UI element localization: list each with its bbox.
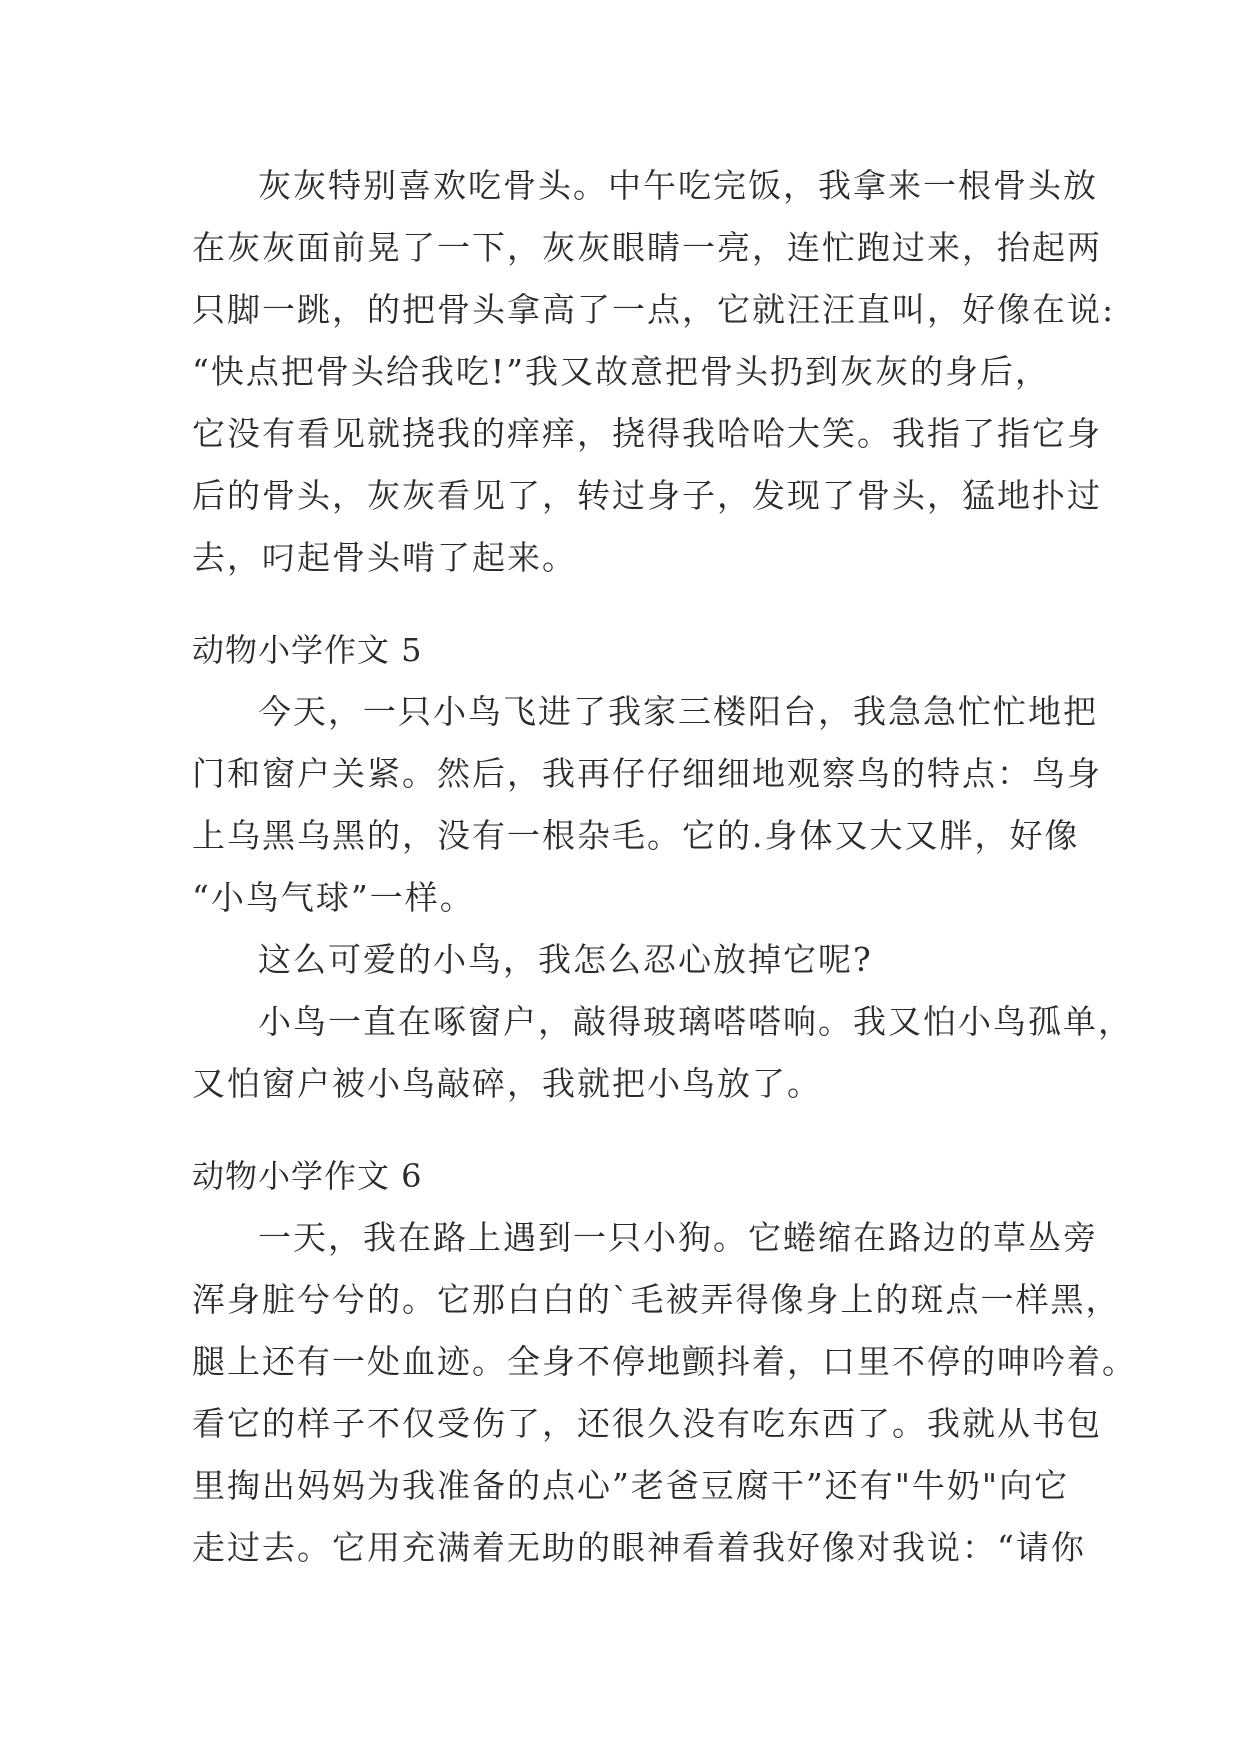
paragraph-line: 又怕窗户被小鸟敲碎，我就把小鸟放了。	[192, 1064, 822, 1103]
paragraph-line: 后的骨头，灰灰看见了，转过身子，发现了骨头，猛地扑过	[192, 476, 1102, 515]
paragraph-line: 它没有看见就挠我的痒痒，挠得我哈哈大笑。我指了指它身	[192, 414, 1102, 453]
paragraph-line: 门和窗户关紧。然后，我再仔仔细细地观察鸟的特点：鸟身	[192, 754, 1102, 793]
section-heading: 动物小学作文 6	[192, 1157, 423, 1195]
paragraph-line: 这么可爱的小鸟，我怎么忍心放掉它呢?	[258, 940, 873, 979]
paragraph-line: 一天，我在路上遇到一只小狗。它蜷缩在路边的草丛旁	[258, 1218, 1098, 1257]
paragraph-line: 灰灰特别喜欢吃骨头。中午吃完饭，我拿来一根骨头放	[258, 166, 1098, 205]
paragraph-line: 去，叼起骨头啃了起来。	[192, 538, 577, 577]
paragraph-line: “快点把骨头给我吃!”我又故意把骨头扔到灰灰的身后，	[192, 352, 1051, 391]
paragraph-line: 腿上还有一处血迹。全身不停地颤抖着，口里不停的呻吟着。	[192, 1342, 1137, 1381]
paragraph-line: “小鸟气球”一样。	[192, 878, 475, 917]
paragraph-line: 里掏出妈妈为我准备的点心”老爸豆腐干”还有"牛奶"向它	[192, 1466, 1070, 1505]
paragraph-line: 上乌黑乌黑的，没有一根杂毛。它的.身体又大又胖，好像	[192, 816, 1080, 855]
paragraph-line: 在灰灰面前晃了一下，灰灰眼睛一亮，连忙跑过来，抬起两	[192, 228, 1102, 267]
paragraph-line: 只脚一跳，的把骨头拿高了一点，它就汪汪直叫，好像在说:	[192, 290, 1116, 329]
paragraph-line: 今天，一只小鸟飞进了我家三楼阳台，我急急忙忙地把	[258, 692, 1098, 731]
paragraph-line: 看它的样子不仅受伤了，还很久没有吃东西了。我就从书包	[192, 1404, 1102, 1443]
section-heading: 动物小学作文 5	[192, 631, 423, 669]
paragraph-line: 走过去。它用充满着无助的眼神看着我好像对我说：“请你	[192, 1528, 1086, 1567]
paragraph-line: 小鸟一直在啄窗户，敲得玻璃嗒嗒响。我又怕小鸟孤单，	[258, 1002, 1133, 1041]
paragraph-line: 浑身脏兮兮的。它那白白的`毛被弄得像身上的斑点一样黑，	[192, 1280, 1121, 1319]
